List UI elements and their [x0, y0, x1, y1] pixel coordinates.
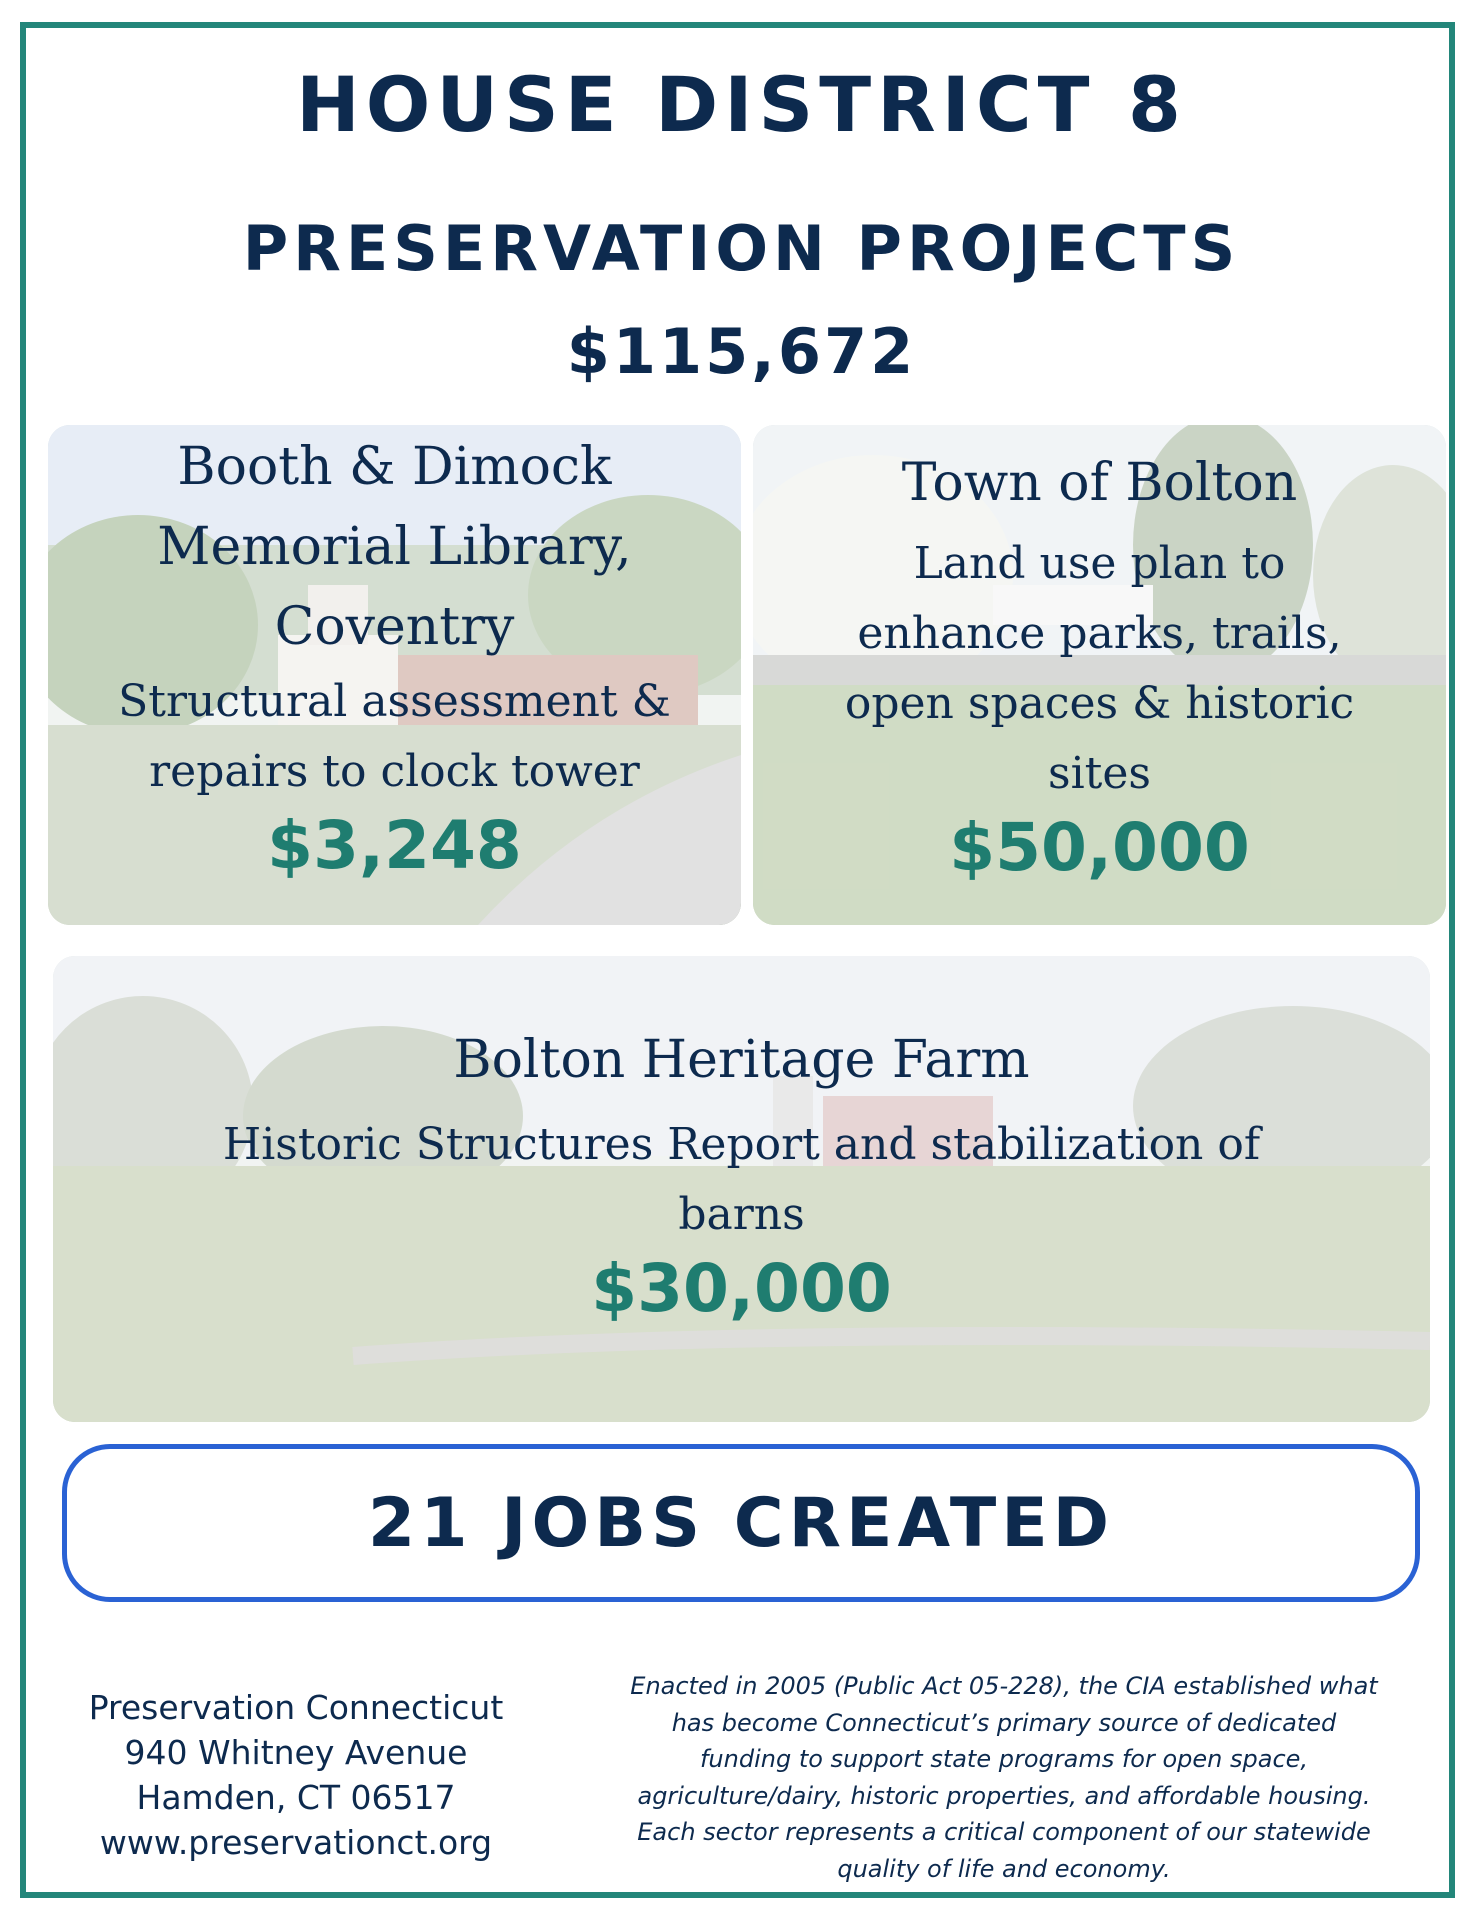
blurb-line: Enacted in 2005 (Public Act 05-228), the CIA established what	[630, 1672, 1378, 1700]
project-name: Bolton Heritage Farm	[453, 1030, 1030, 1090]
project-description: enhance parks, trails,	[857, 608, 1342, 659]
project-description: sites	[1048, 748, 1151, 799]
jobs-created-banner: 21 JOBS CREATED	[62, 1444, 1420, 1602]
blurb-line: funding to support state programs for open space,	[699, 1745, 1309, 1774]
cia-description	[574, 1668, 1434, 1888]
blurb-line: agriculture/dairy, historic properties, and affordable housing.	[637, 1781, 1371, 1810]
project-name: Booth & Dimock	[177, 437, 612, 497]
organization-city: Hamden, CT 06517	[136, 1778, 456, 1817]
organization-address	[38, 1685, 554, 1865]
project-name: Town of Bolton	[901, 453, 1298, 513]
section-title: PRESERVATION PROJECTS	[242, 212, 1241, 285]
project-description: open spaces & historic	[844, 678, 1355, 729]
blurb-line: quality of life and economy.	[837, 1854, 1171, 1883]
total-amount: $115,672	[566, 315, 917, 388]
project-name: Memorial Library,	[157, 517, 632, 577]
project-card-town	[753, 425, 1446, 925]
organization-street: 940 Whitney Avenue	[124, 1733, 468, 1772]
project-description: repairs to clock tower	[149, 746, 640, 797]
project-content	[53, 956, 1430, 1422]
project-amount: $3,248	[267, 807, 522, 884]
project-card-farm	[53, 956, 1430, 1422]
project-amount: $30,000	[591, 1250, 892, 1327]
organization-website[interactable]: www.preservationct.org	[99, 1823, 493, 1862]
project-description: Structural assessment &	[118, 676, 671, 727]
district-title: HOUSE DISTRICT 8	[296, 60, 1187, 149]
project-description: Land use plan to	[913, 538, 1286, 589]
project-name: Coventry	[274, 597, 515, 657]
blurb-line: has become Connecticut’s primary source of dedicated	[671, 1708, 1337, 1737]
blurb-line: Each sector represents a critical component of our statewide	[637, 1818, 1371, 1847]
project-card-library	[48, 425, 741, 925]
project-amount: $50,000	[949, 809, 1250, 886]
project-description: barns	[678, 1189, 805, 1240]
organization-name: Preservation Connecticut	[88, 1688, 504, 1727]
project-content	[753, 425, 1446, 925]
project-content	[48, 425, 741, 925]
project-description: Historic Structures Report and stabilization of	[222, 1119, 1261, 1170]
